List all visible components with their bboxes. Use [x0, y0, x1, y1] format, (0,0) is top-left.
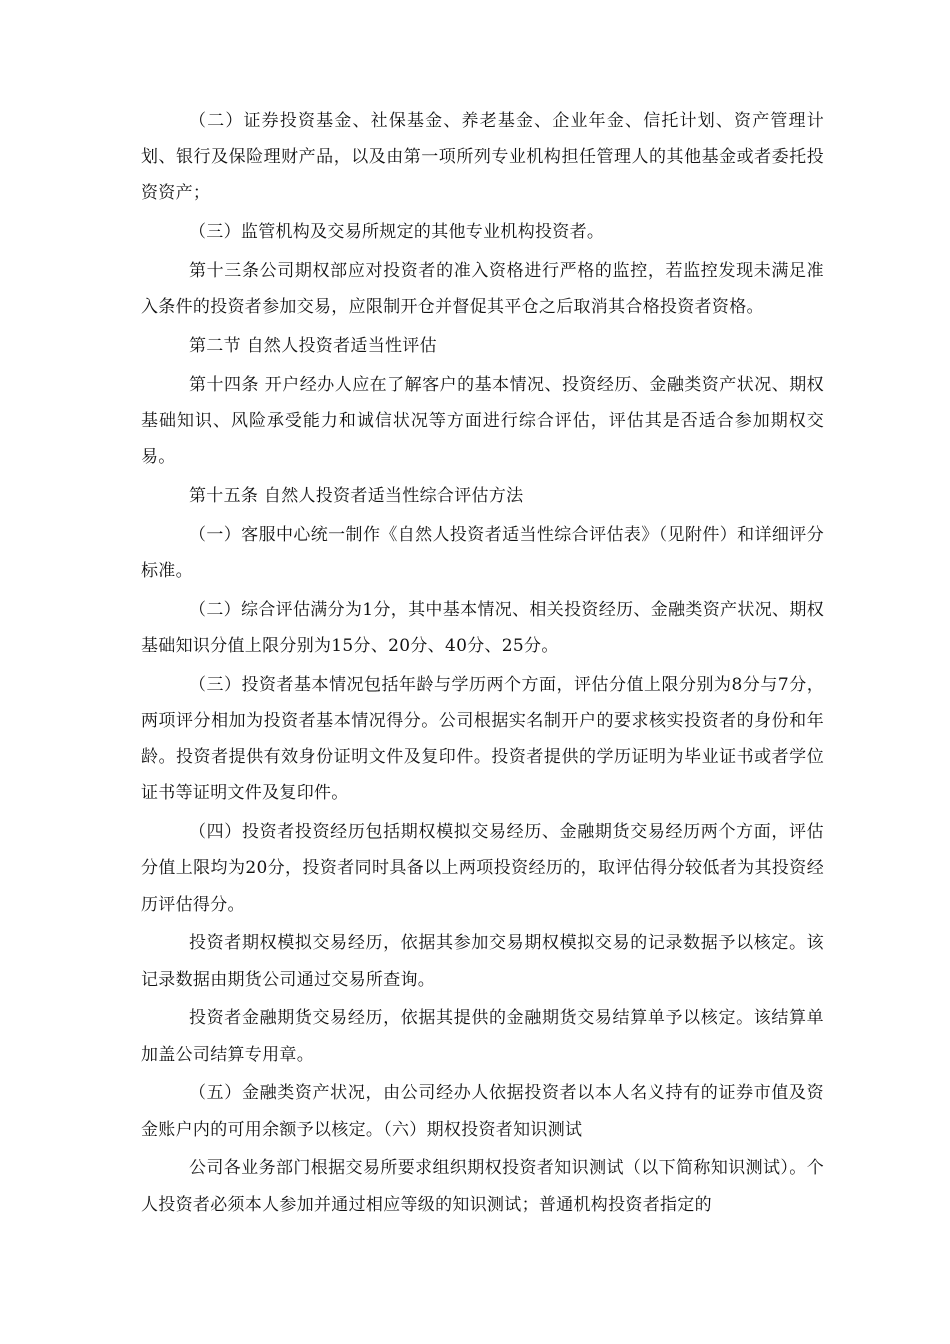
paragraph-other-professional-investors: （三）监管机构及交易所规定的其他专业机构投资者。: [189, 222, 605, 243]
paragraph-financial-assets: （五）金融类资产状况，由公司经办人依据投资者以本人名义持有的证券市值及资金账户内的可用余额予以核定。（六）期权投资者知识测试: [141, 1083, 824, 1140]
paragraph-evaluation-form: （一）客服中心统一制作《自然人投资者适当性综合评估表》（见附件）和详细评分标准。: [141, 524, 824, 581]
paragraph-article-14: 第十四条 开户经办人应在了解客户的基本情况、投资经历、金融类资产状况、期权基础知识、风险承受能力和诚信状况等方面进行综合评估，评估其是否适合参加期权交易。: [141, 374, 824, 468]
document-body: [141, 103, 824, 1223]
paragraph-simulated-trading: 投资者期权模拟交易经历，依据其参加交易期权模拟交易的记录数据予以核定。该记录数据由期货公司通过交易所查询。: [141, 933, 824, 990]
section-heading-natural-person-suitability: 第二节 自然人投资者适当性评估: [189, 336, 437, 356]
paragraph-investment-experience: （四）投资者投资经历包括期权模拟交易经历、金融期货交易经历两个方面，评估分值上限均为20分，投资者同时具备以上两项投资经历的，取评估得分较低者为其投资经历评估得分。: [141, 822, 824, 915]
paragraph-score-limits: （二）综合评估满分为1分，其中基本情况、相关投资经历、金融类资产状况、期权基础知识分值上限分别为15分、20分、40分、25分。: [141, 599, 824, 656]
paragraph-futures-trading: 投资者金融期货交易经历，依据其提供的金融期货交易结算单予以核定。该结算单加盖公司结算专用章。: [141, 1008, 824, 1065]
paragraph-securities-funds: （二）证券投资基金、社保基金、养老基金、企业年金、信托计划、资产管理计划、银行及保险理财产品，以及由第一项所列专业机构担任管理人的其他基金或者委托投资资产；: [141, 111, 824, 204]
paragraph-knowledge-test: 公司各业务部门根据交易所要求组织期权投资者知识测试（以下简称知识测试）。个人投资者必须本人参加并通过相应等级的知识测试；普通机构投资者指定的: [141, 1158, 824, 1215]
paragraph-article-15-title: 第十五条 自然人投资者适当性综合评估方法: [189, 486, 524, 506]
paragraph-article-13: 第十三条公司期权部应对投资者的准入资格进行严格的监控，若监控发现未满足准入条件的投资者参加交易，应限制开仓并督促其平仓之后取消其合格投资者资格。: [141, 261, 824, 318]
paragraph-basic-information: （三）投资者基本情况包括年龄与学历两个方面，评估分值上限分别为8分与7分，两项评分相加为投资者基本情况得分。公司根据实名制开户的要求核实投资者的身份和年龄。投资者提供有效身份证明文件及复印件。投资者提供的学历证明为毕业证书或者学位证书等证明文件及复印件。: [141, 674, 824, 804]
